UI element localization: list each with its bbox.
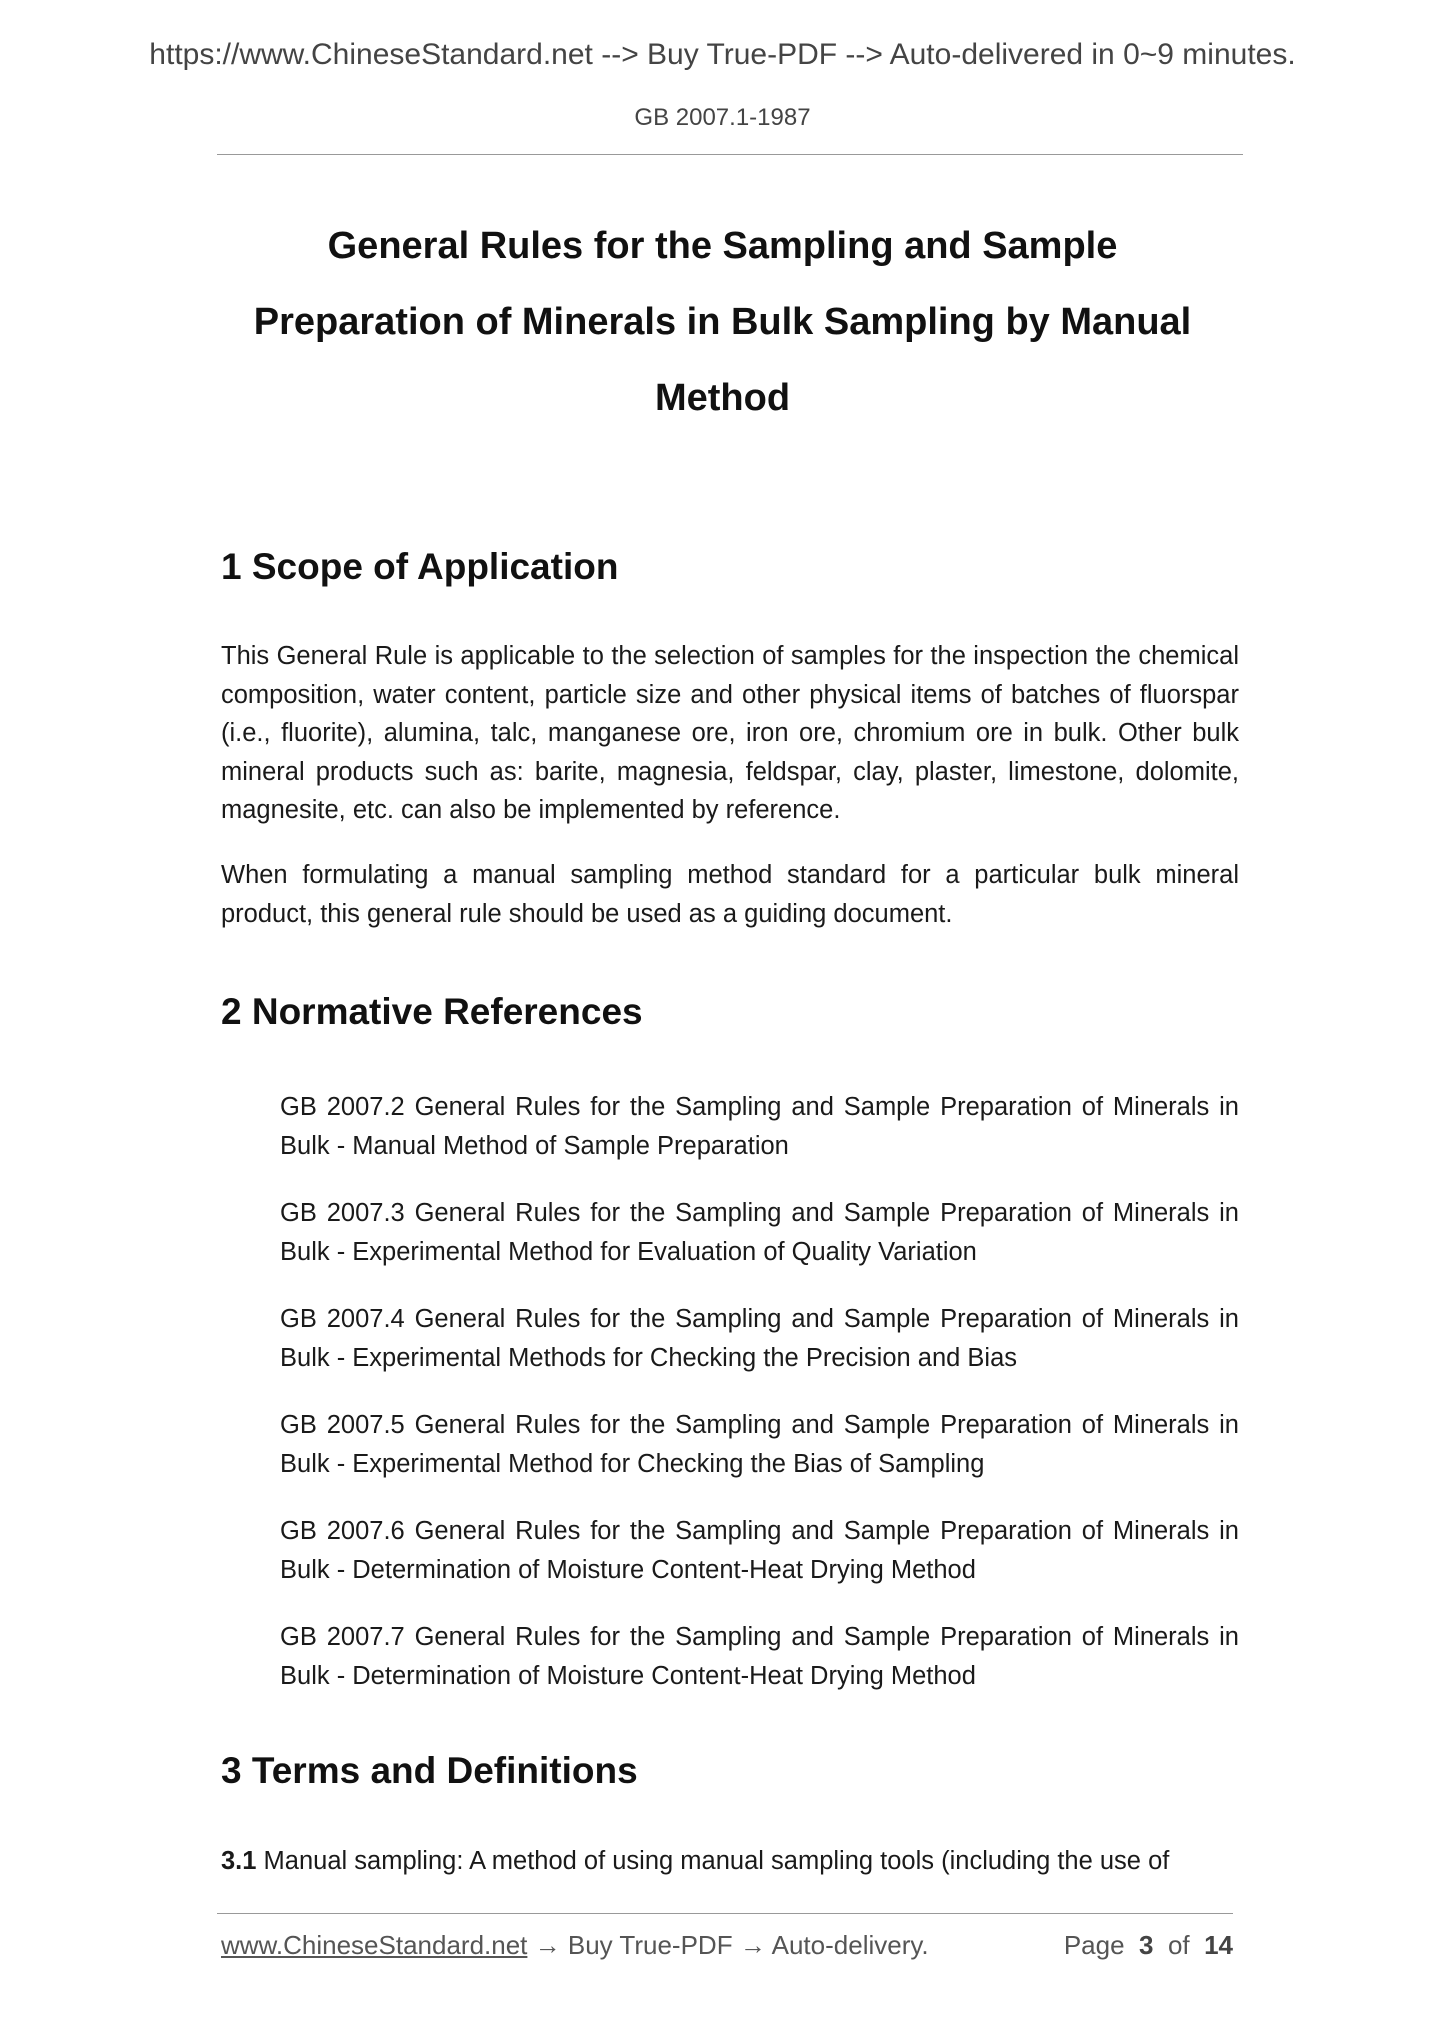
document-code: GB 2007.1-1987	[634, 104, 811, 131]
reference-list	[280, 1088, 1239, 1724]
page-footer	[221, 1930, 1233, 1970]
source-banner: https://www.ChineseStandard.net --> Buy True-PDF --> Auto-delivered in 0~9 minutes.	[149, 38, 1296, 71]
title-line-3: Method	[654, 377, 791, 419]
page-of: of	[1167, 1930, 1190, 1960]
buy-text: Buy True-PDF	[567, 1930, 733, 1960]
arrow-right-icon: →	[739, 1930, 766, 1960]
reference-item: GB 2007.6 General Rules for the Sampling and Sample Preparation of Minerals in Bulk - Determination of Moisture Content-Heat Drying Method	[280, 1517, 1239, 1584]
arrow-right-icon: →	[534, 1930, 561, 1960]
page-number	[1064, 1930, 1233, 1961]
site-link[interactable]: www.ChineseStandard.net	[221, 1930, 528, 1960]
page-label: Page	[1063, 1930, 1125, 1960]
reference-item: GB 2007.4 General Rules for the Sampling and Sample Preparation of Minerals in Bulk - Experimental Methods for Checking the Precision and Bias	[280, 1305, 1239, 1372]
definition-3-1	[221, 1842, 1239, 1881]
section-heading-terms: 3 Terms and Definitions	[221, 1750, 638, 1791]
reference-item: GB 2007.2 General Rules for the Sampling and Sample Preparation of Minerals in Bulk - Manual Method of Sample Preparation	[280, 1093, 1239, 1160]
title-line-1: General Rules for the Sampling and Sample	[327, 225, 1118, 267]
page-total: 14	[1204, 1930, 1233, 1960]
footer-divider	[217, 1913, 1233, 1914]
footer-promo	[221, 1930, 929, 1961]
reference-item: GB 2007.3 General Rules for the Sampling and Sample Preparation of Minerals in Bulk - Experimental Method for Evaluation of Quality Variation	[280, 1199, 1239, 1266]
reference-item: GB 2007.5 General Rules for the Sampling and Sample Preparation of Minerals in Bulk - Experimental Method for Checking the Bias of Sampling	[280, 1411, 1239, 1478]
definition-number: 3.1	[221, 1847, 257, 1875]
section-heading-scope: 1 Scope of Application	[221, 546, 619, 587]
document-title	[190, 208, 1255, 436]
scope-paragraph-1: This General Rule is applicable to the selection of samples for the inspection the chemical composition, water content, particle size and other physical items of batches of fluorspar (i.e., fluorite), alumina, talc, manganese ore, iron ore, chromium ore in bulk. Other bulk mineral products such as: barite, magnesia, feldspar, clay, plaster, limestone, dolomite, magnesite, etc. can also be implemented by reference.	[221, 642, 1239, 824]
page-current: 3	[1139, 1930, 1154, 1960]
title-line-2: Preparation of Minerals in Bulk Sampling by Manual	[253, 301, 1192, 343]
scope-paragraph-2: When formulating a manual sampling method standard for a particular bulk mineral product, this general rule should be used as a guiding document.	[221, 861, 1239, 928]
section-heading-references: 2 Normative References	[221, 991, 643, 1032]
definition-text: Manual sampling: A method of using manual sampling tools (including the use of	[263, 1847, 1170, 1875]
delivery-text: Auto-delivery.	[771, 1930, 929, 1960]
header-divider	[217, 154, 1243, 155]
reference-item: GB 2007.7 General Rules for the Sampling and Sample Preparation of Minerals in Bulk - Determination of Moisture Content-Heat Drying Method	[280, 1623, 1239, 1690]
